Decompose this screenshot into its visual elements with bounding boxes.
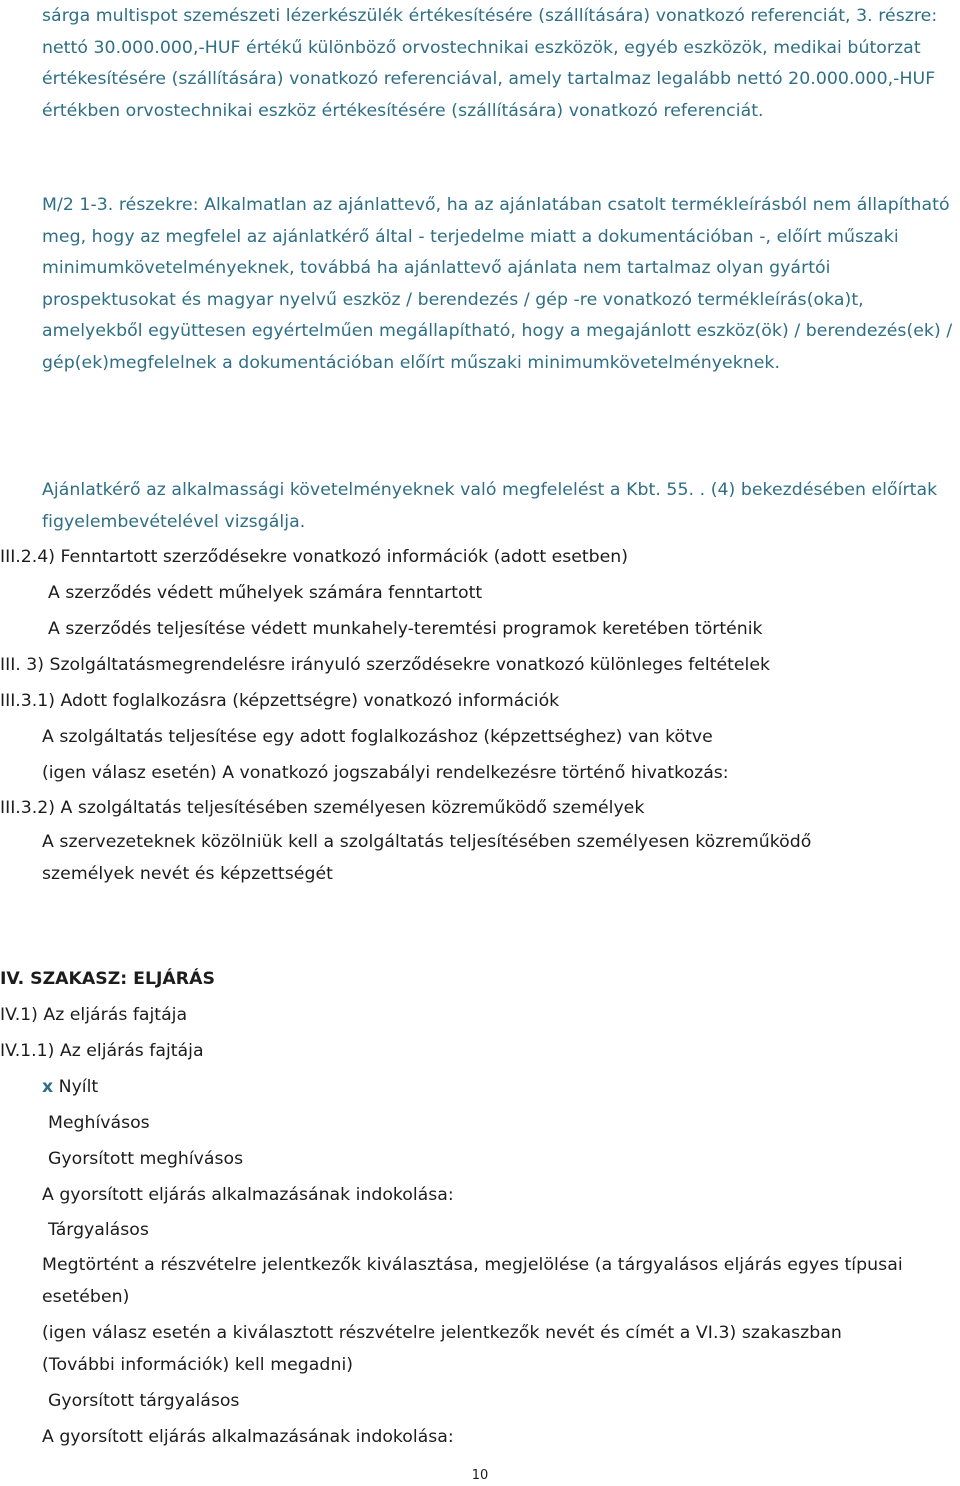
selected-x-mark: x (42, 1077, 54, 1097)
option-gyorsitott-targyalasos: Gyorsított tárgyalásos (48, 1391, 240, 1411)
iv11-heading: IV.1.1) Az eljárás fajtája (0, 1041, 204, 1061)
iii24-option-1: A szerződés védett műhelyek számára fenntartott (48, 583, 483, 603)
section-iv-title: IV. SZAKASZ: ELJÁRÁS (0, 969, 215, 989)
iii24-heading: III.2.4) Fenntartott szerződésekre vonatkozó információk (adott esetben) (0, 547, 628, 567)
iii31-line-1: A szolgáltatás teljesítése egy adott foglalkozáshoz (képzettséghez) van kötve (42, 727, 713, 747)
option-nyilt-label: Nyílt (58, 1077, 99, 1097)
megtortent-paragraph (42, 1250, 954, 1313)
iii32-heading: III.3.2) A szolgáltatás teljesítésében személyesen közreműködő személyek (0, 798, 645, 818)
iii24-option-2: A szerződés teljesítése védett munkahely-teremtési programok keretében történik (48, 619, 763, 639)
reference-text: sárga multispot szemészeti lézerkészülék értékesítésére (szállítására) vonatkozó referenciát, 3. részre: nettó 30.000.000,-HUF értékű különböző orvostechnikai eszközök, egyéb eszközök, medikai bútorzat értékesítésére (szállítására) vonatkozó referenciával, amely tartalmaz legalább nettó 20.000.000,-HUF értékben orvostechnikai eszköz értékesítésére (szállítására) vonatkozó referenciát. (42, 6, 938, 121)
iii32-paragraph (42, 827, 882, 890)
option-meghivasos: Meghívásos (48, 1113, 150, 1133)
gyorsitott-indokolas-2: A gyorsított eljárás alkalmazásának indokolása: (42, 1427, 454, 1447)
page-number: 10 (471, 1468, 489, 1483)
megtortent-text: Megtörtént a részvételre jelentkezők kiválasztása, megjelölése (a tárgyalásos eljárás egyes típusai esetében) (42, 1255, 903, 1307)
iii31-heading: III.3.1) Adott foglalkozásra (képzettségre) vonatkozó információk (0, 691, 560, 711)
kbt-text: Ajánlatkérő az alkalmassági követelményeknek való megfelelést a Kbt. 55. . (4) bekezdésében előírtak figyelembevételével vizsgálja. (42, 480, 938, 532)
reference-paragraph (42, 1, 954, 127)
m2-text: M/2 1-3. részekre: Alkalmatlan az ajánlattevő, ha az ajánlatában csatolt termékleírásból nem állapítható meg, hogy az megfelel az ajánlatkérő által - terjedelme miatt a dokumentációban -, előírt műszaki minimumkövetelményeknek, továbbá ha ajánlattevő ajánlata nem tartalmaz olyan gyártói prospektusokat és magyar nyelvű eszköz / berendezés / gép -re vonatkozó termékleírás(oka)t, amelyekből együttesen egyértelműen megállapítható, hogy a megajánlott eszköz(ök) / berendezés(ek) / gép(ek)megfelelnek a dokumentációban előírt műszaki minimumkövetelményeknek. (42, 195, 953, 373)
iii3-heading: III. 3) Szolgáltatásmegrendelésre irányuló szerződésekre vonatkozó különleges feltételek (0, 655, 770, 675)
m2-paragraph (42, 190, 954, 379)
option-targyalasos: Tárgyalásos (48, 1220, 149, 1240)
kbt-paragraph (42, 475, 954, 538)
option-nyilt (42, 1075, 98, 1099)
option-gyorsitott-meghivasos: Gyorsított meghívásos (48, 1149, 244, 1169)
gyorsitott-indokolas-1: A gyorsított eljárás alkalmazásának indokolása: (42, 1185, 454, 1205)
iii32-text: A szervezeteknek közölniük kell a szolgáltatás teljesítésében személyesen közreműködő személyek nevét és képzettségét (42, 832, 812, 884)
igen-valasz-paragraph (42, 1318, 902, 1381)
igen-valasz-text: (igen válasz esetén a kiválasztott részvételre jelentkezők nevét és címét a VI.3) szakaszban (További információk) kell megadni) (42, 1323, 842, 1375)
iv1-heading: IV.1) Az eljárás fajtája (0, 1005, 188, 1025)
iii31-line-2: (igen válasz esetén) A vonatkozó jogszabályi rendelkezésre történő hivatkozás: (42, 763, 729, 783)
